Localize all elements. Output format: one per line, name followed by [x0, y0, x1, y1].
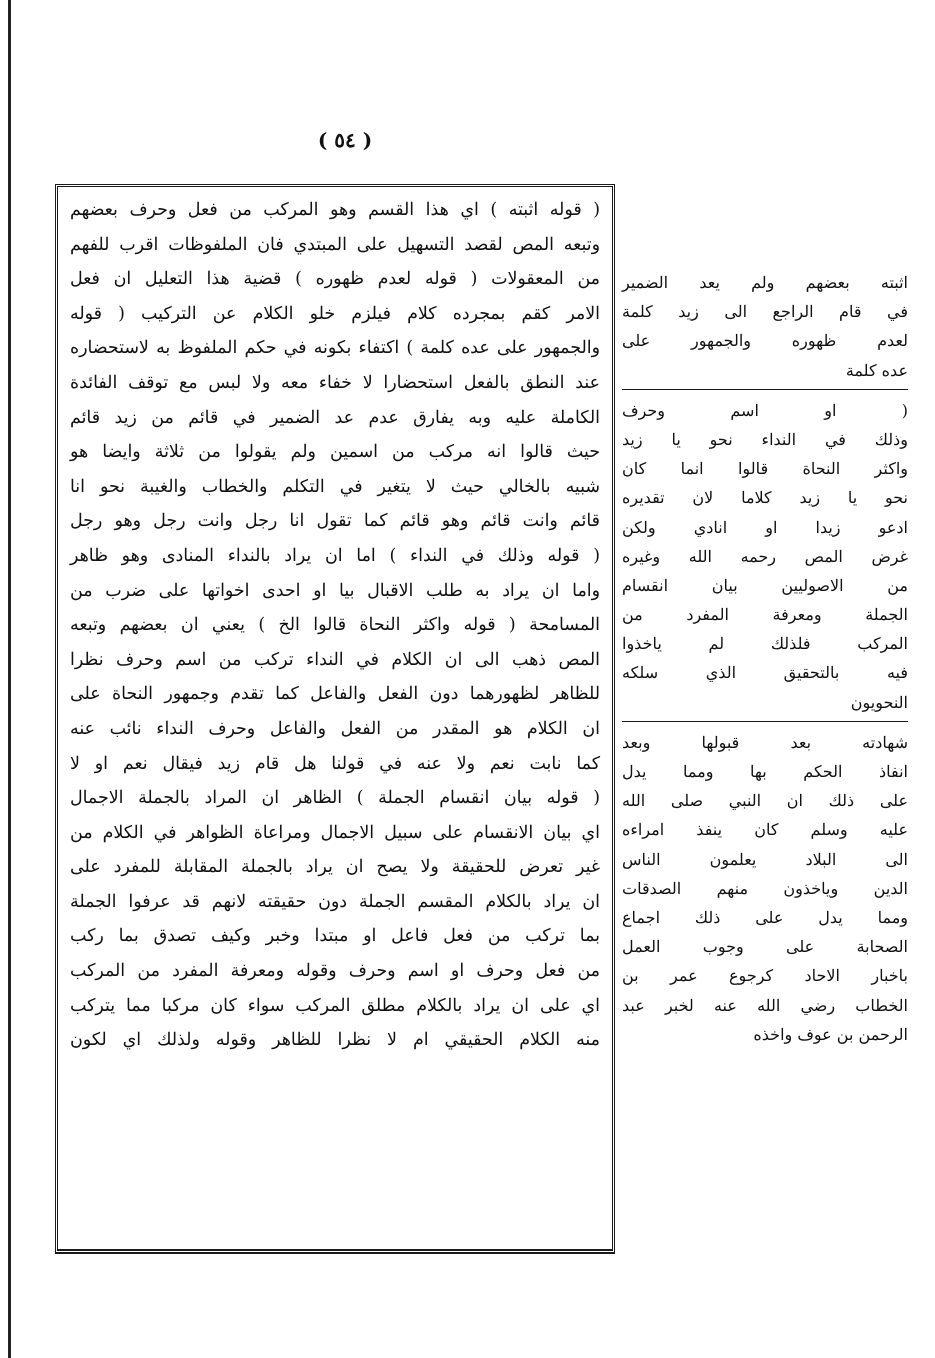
margin-text-line: ومما يدل على ذلك اجماع: [622, 907, 908, 927]
main-text-line: من فعل وحرف او اسم وحرف وقوله ومعرفة المفرد من المركب: [70, 961, 600, 982]
margin-text-line: من الاصوليين بيان انقسام: [622, 575, 908, 595]
main-text-line: ( قوله وذلك في النداء ) اما ان يراد بالنداء المنادى وهو ظاهر: [70, 545, 600, 566]
margin-text-line: على ذلك ان النبي صلى الله: [622, 791, 908, 811]
margin-text-line: ادعو زيدا او انادي ولكن: [622, 517, 908, 537]
main-text-line: والجمهور على عده كلمة ) اكتفاء بكونه في حكم الملفوظ به لاستحضاره: [70, 338, 600, 359]
margin-text-line: الصحابة على وجوب العمل: [622, 937, 908, 957]
margin-text-line: انفاذ الحكم بها ومما يدل: [622, 762, 908, 781]
main-text-line: غير تعرض للحقيقة ولا يصح ان يراد بالجملة المقابلة للمفرد على: [70, 857, 600, 878]
main-text-line: شبيه بالخالي حيث لا يتغير في التكلم والخطاب والغيبة نحو انا: [70, 476, 600, 497]
main-text-line: اي بيان الانقسام على سبيل الاجمال ومراعاة الظواهر في الكلام من: [70, 822, 600, 843]
margin-text-line: اثبته بعضهم ولم يعد الضمير: [622, 273, 908, 292]
margin-divider: [622, 389, 908, 390]
margin-text-line: وذلك في النداء نحو يا زيد: [622, 429, 908, 449]
margin-text-line: الى البلاد يعلمون الناس: [622, 849, 908, 869]
main-text-line: منه الكلام الحقيقي ام لا نظرا للظاهر وقوله ولذلك اي لكون: [70, 1030, 600, 1051]
main-text-line: عند النطق بالفعل استحضارا لا خفاء معه ولا لبس مع توقف الفائدة: [70, 372, 600, 393]
main-text-line: اي على ان يراد بالكلام مطلق المركب سواء كان مركبا مما يتركب: [70, 995, 600, 1016]
margin-text-line: باخبار الاحاد كرجوع عمر بن: [622, 966, 908, 986]
margin-text-line: لعدم ظهوره والجمهور على: [622, 331, 908, 351]
margin-block-2: [622, 396, 908, 717]
margin-text-line: النحويون: [850, 692, 908, 712]
main-text-line: من المعقولات ( قوله لعدم ظهوره ) قضية هذا التعليل ان فعل: [70, 269, 600, 290]
main-text-line: واما ان يراد به طلب الاقبال بيا او احدى اخواتها على ضرب من: [70, 580, 600, 601]
margin-text-line: غرض المص رحمه الله وغيره: [622, 546, 908, 566]
main-text-line: ( قوله اثبته ) اي هذا القسم وهو المركب من فعل وحرف بعضهم: [70, 200, 600, 220]
margin-text-line: الدين وياخذون منهم الصدقات: [622, 878, 908, 898]
margin-text-line: في قام الراجع الى زيد كلمة: [622, 302, 908, 322]
main-text-line: الكاملة عليه وبه يفارق عدم عد الضمير في قائم من زيد قائم: [70, 407, 600, 428]
margin-text-line: فيه بالتحقيق الذي سلكه: [622, 663, 908, 683]
main-text-line: ( قوله بيان انقسام الجملة ) الظاهر ان المراد بالجملة الاجمال: [70, 788, 600, 809]
main-text-line: بما تركب من فعل فاعل او مبتدا وخبر وكيف تصدق بما ركب: [70, 926, 600, 947]
main-text-line: ان يراد بالكلام المقسم الجملة دون حقيقته لانهم قد عرفوا الجملة: [70, 891, 600, 912]
margin-commentary: [622, 268, 908, 1049]
main-text-line: ان الكلام هو المقدر من الفعل والفاعل وحرف النداء نائب عنه: [70, 718, 600, 739]
main-text-line: الامر كقم بمجرده كلام فيلزم خلو الكلام عن التركيب ( قوله: [70, 303, 600, 324]
left-margin-rule: [8, 0, 11, 1358]
main-text-line: المص ذهب الى ان الكلام في النداء تركب من اسم وحرف نظرا: [70, 649, 600, 670]
margin-text-line: عليه وسلم كان ينفذ امراءه: [622, 820, 908, 840]
main-text-frame: [55, 184, 615, 1254]
margin-text-line: واكثر النحاة قالوا انما كان: [622, 459, 908, 479]
main-text-line: للظاهر لظهورهما دون الفعل والفاعل كما تقدم وجمهور النحاة على: [70, 684, 600, 705]
page-number: ( ٥٤ ): [317, 128, 373, 152]
margin-text-line: المركب فلذلك لم ياخذوا: [622, 634, 908, 654]
main-text-line: حيث قالوا انه مركب من اسمين ولم يقولوا من ثلاثة وايضا هو: [70, 442, 600, 463]
main-text-line: وتبعه المص لقصد التسهيل على المبتدي فان الملفوظات اقرب للفهم: [70, 234, 600, 255]
margin-text-line: شهادته بعد قبولها وبعد: [622, 732, 908, 752]
margin-text-line: الجملة ومعرفة المفرد من: [622, 605, 908, 625]
margin-divider: [622, 721, 908, 722]
main-text-line: كما نابت نعم ولا عنه في قولنا هل قام زيد فيقال نعم او لا: [70, 753, 600, 774]
main-text-line: قائم وانت قائم وهو قائم كما تقول انا رجل وانت رجل وهو رجل: [70, 511, 600, 532]
margin-text-line: الرحمن بن عوف واخذه: [753, 1024, 908, 1044]
margin-block-3: [622, 728, 908, 1049]
margin-text-line: الخطاب رضي الله عنه لخبر عبد: [622, 995, 908, 1015]
margin-text-line: عده كلمة: [845, 360, 908, 380]
main-text-line: المسامحة ( قوله واكثر النحاة قالوا الخ ) يعني ان بعضهم وتبعه: [70, 615, 600, 636]
margin-text-line: نحو يا زيد كلاما لان تقديره: [622, 488, 908, 508]
margin-text-line: ( او اسم وحرف: [622, 400, 908, 420]
margin-block-1: [622, 268, 908, 385]
